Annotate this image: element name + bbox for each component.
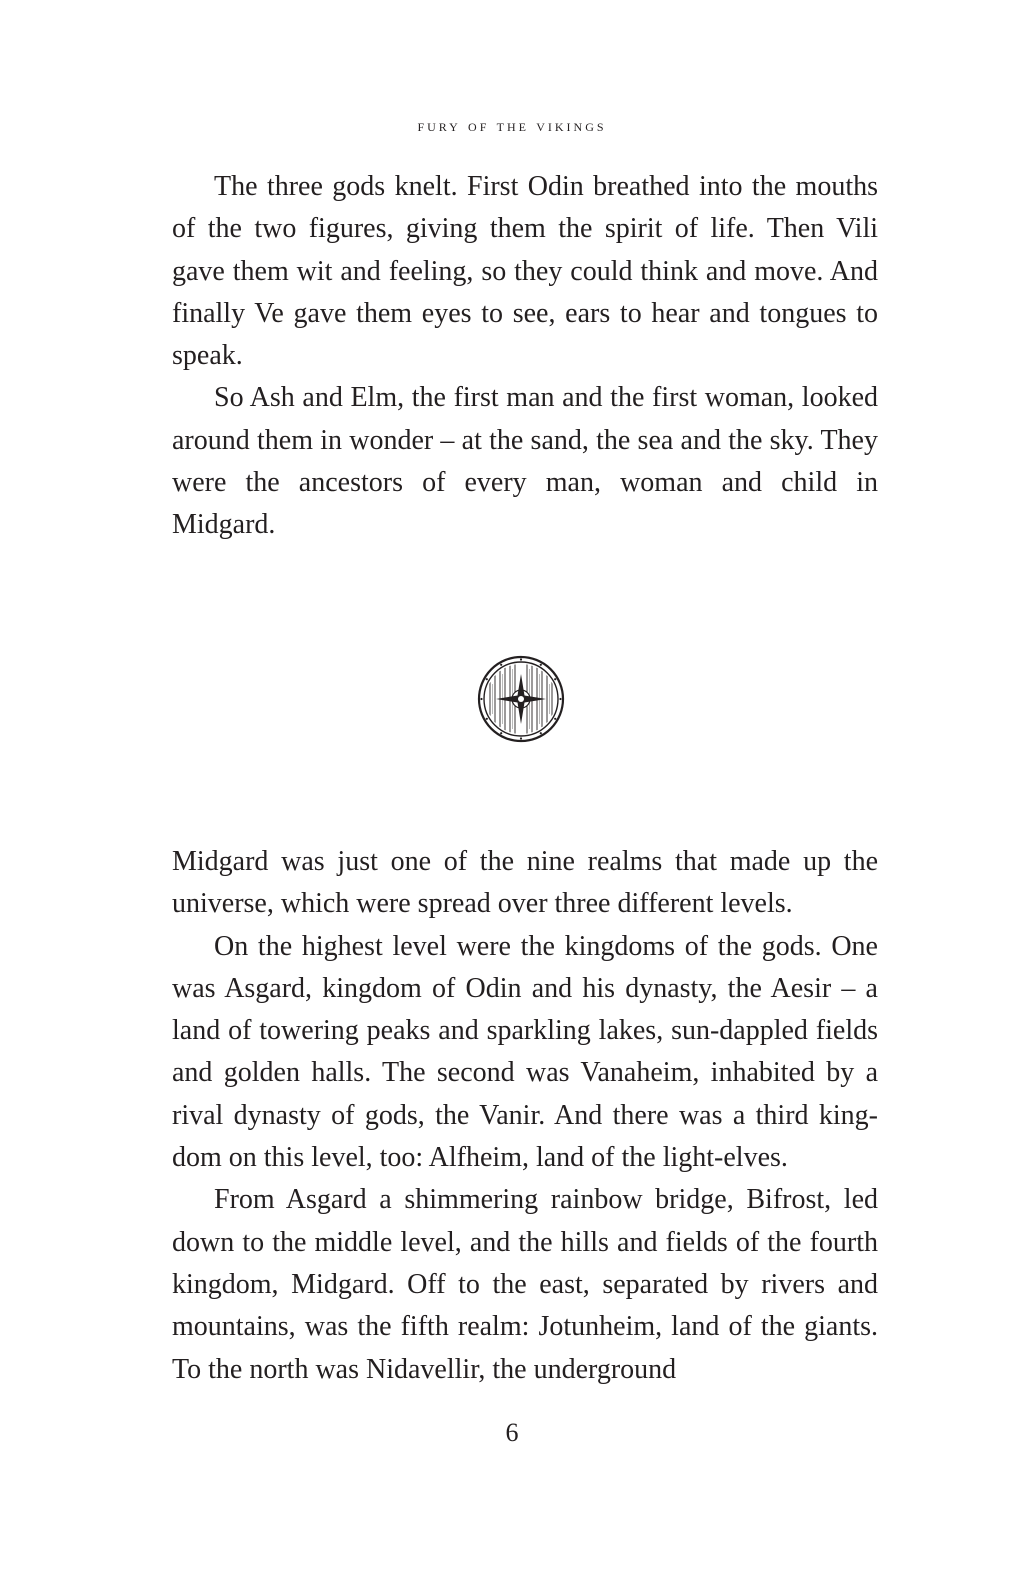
text-block-nine-realms	[172, 841, 878, 1391]
viking-shield-icon	[476, 654, 566, 744]
text-block-creation	[172, 166, 878, 547]
paragraph: The three gods knelt. First Odin breathed into the mouths of the two figures, giving them the spirit of life. Then Vili gave them wit and feeling, so they could think and move. And finally Ve gave them eyes to see, ears to hear and tongues to speak.	[172, 171, 878, 372]
page-number: 6	[505, 1418, 519, 1447]
paragraph: Midgard was just one of the nine realms that made up the universe, which were spread over three different levels.	[172, 846, 878, 920]
paragraph: On the highest level were the kingdoms of the gods. One was Asgard, kingdom of Odin and his dynasty, the Aesir – a land of towering peaks and sparkling lakes, sun-dappled fields and golden halls. The second was Vanaheim, inhabited by a rival dynasty of gods, the Vanir. And there was a third kingdom on this level, too: Alfheim, land of the light-elves.	[172, 930, 878, 1174]
paragraph: So Ash and Elm, the first man and the first woman, looked around them in wonder – at the sand, the sea and the sky. They were the ancestors of every man, woman and child in Midgard.	[172, 382, 878, 541]
running-head: fury of the vikings	[417, 116, 607, 135]
paragraph: From Asgard a shimmering rainbow bridge, Bifrost, led down to the middle level, and the hills and fields of the fourth kingdom, Midgard. Off to the east, separated by rivers and mountains, was the fifth realm: Jotunheim, land of the giants. To the north was Nidavellir, the underground	[172, 1184, 878, 1385]
